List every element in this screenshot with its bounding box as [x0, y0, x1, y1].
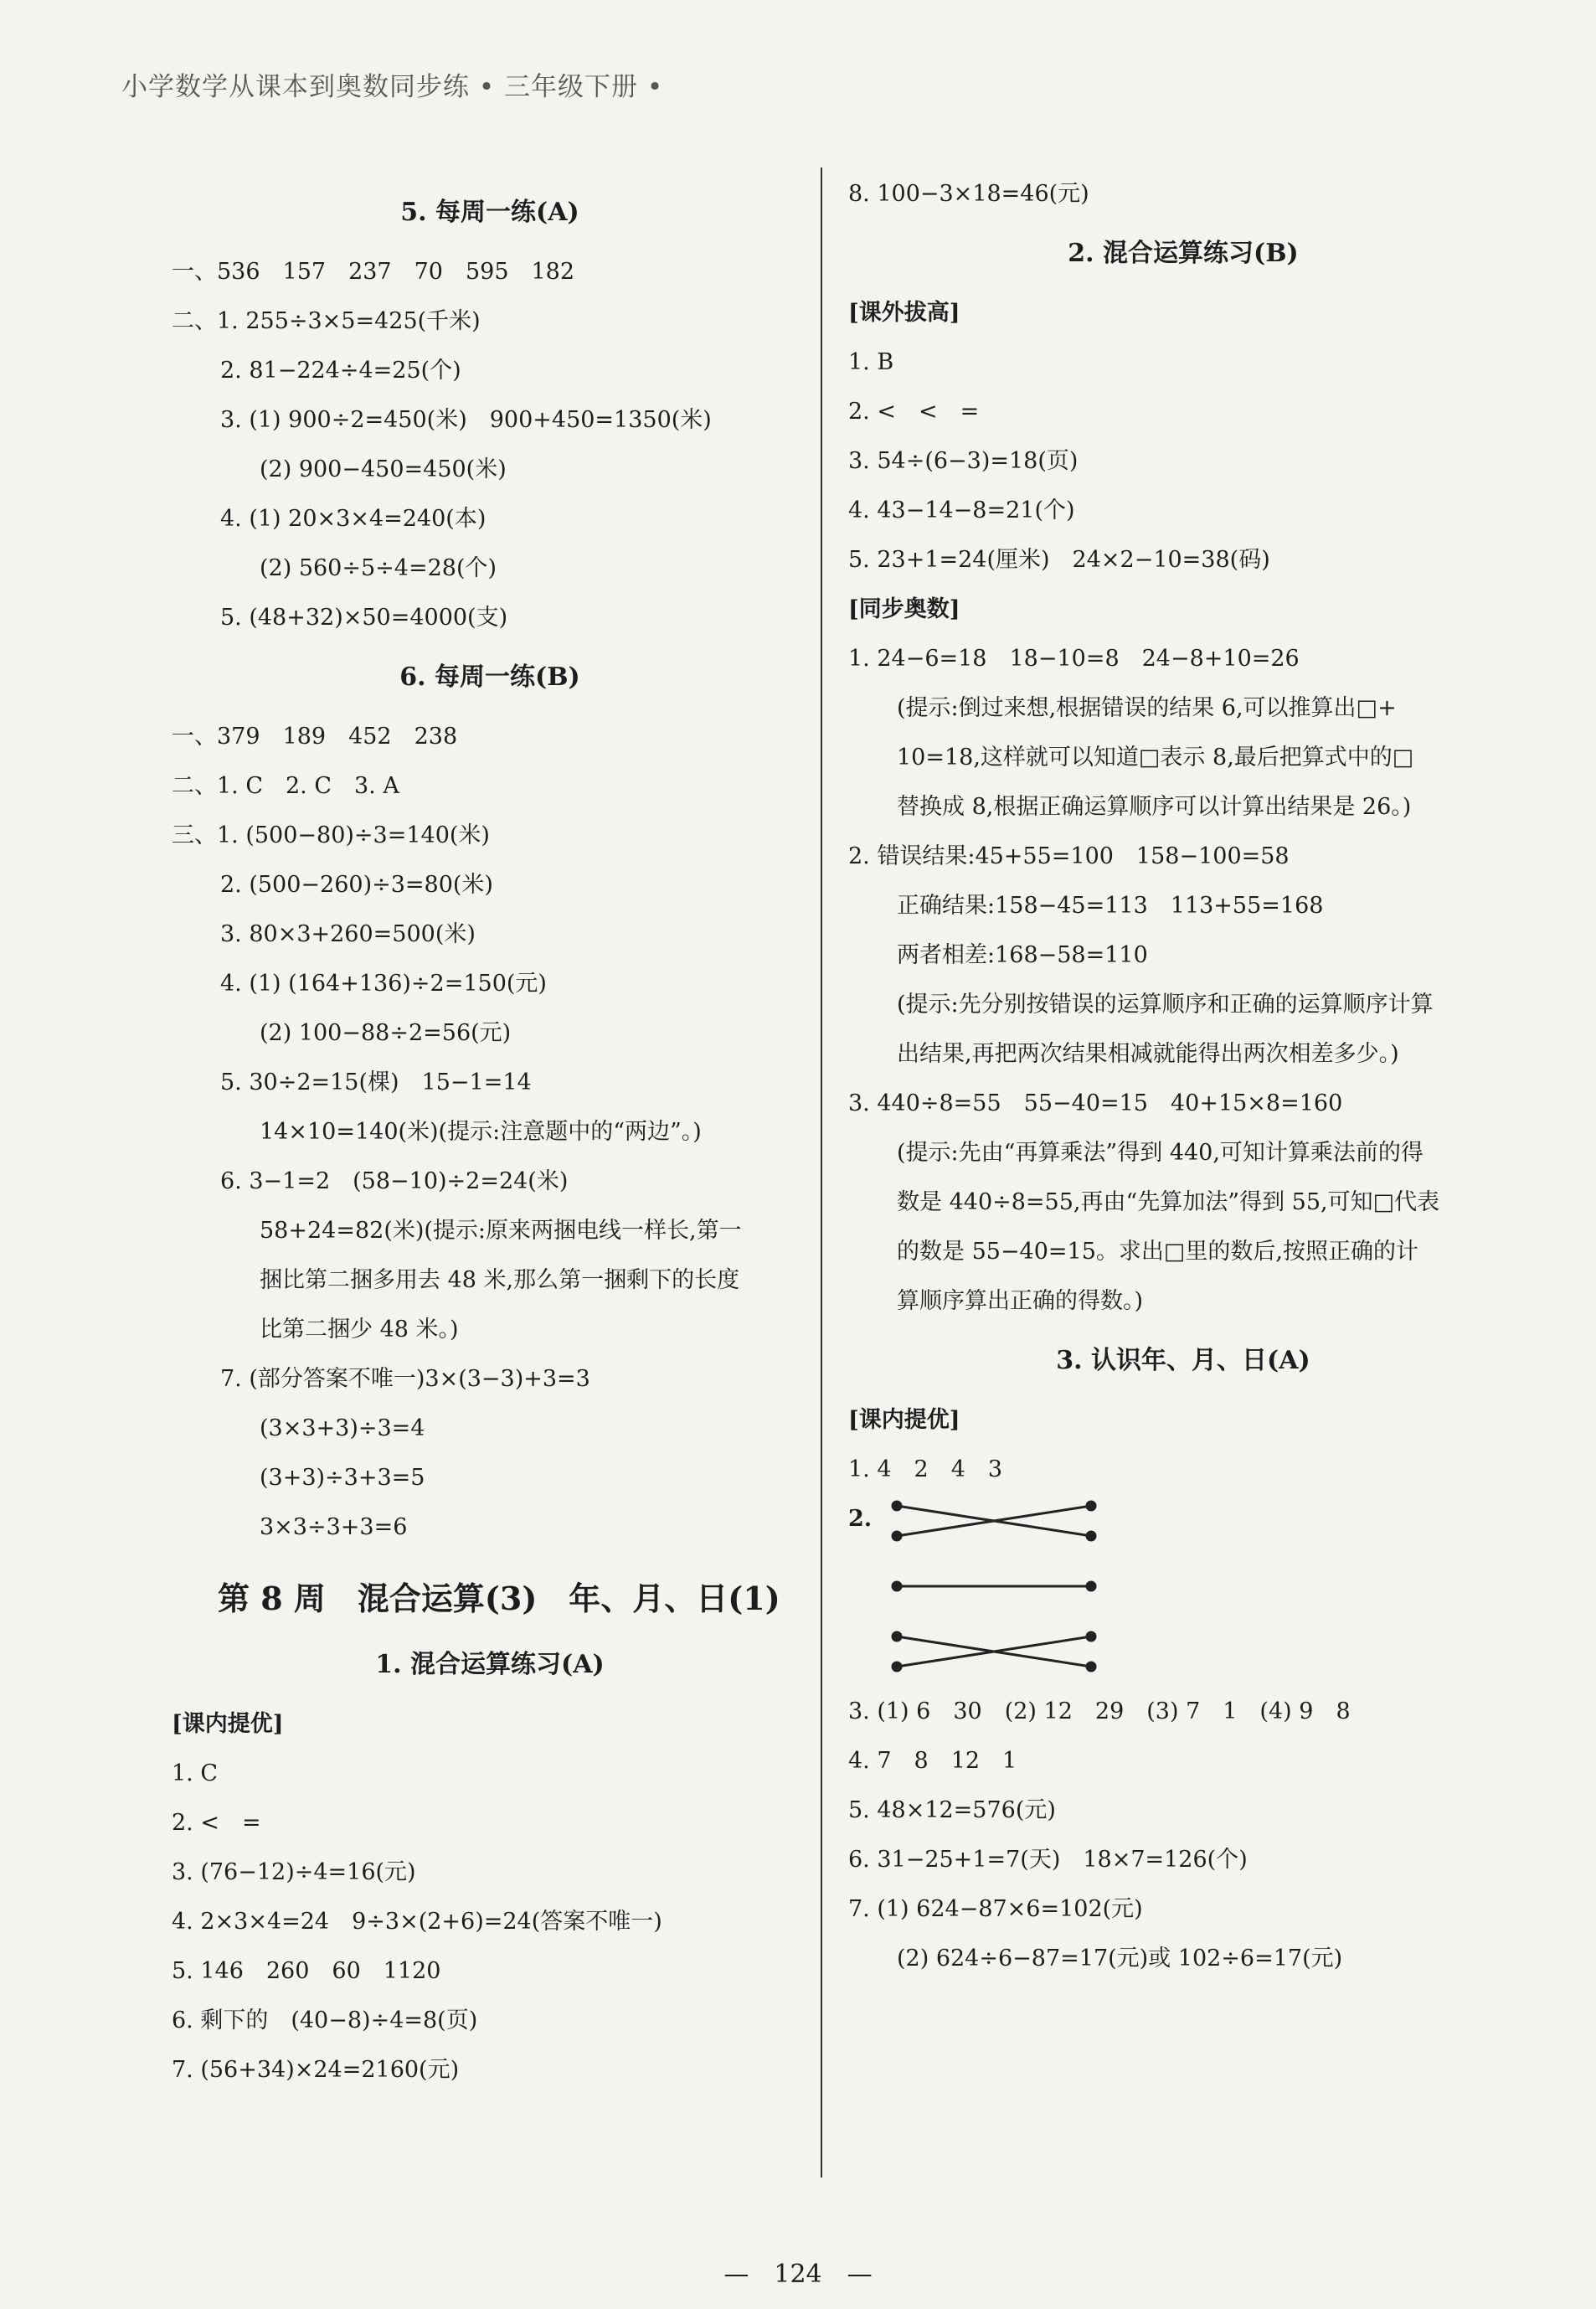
- answer-line: 3. (1) 900÷2=450(米) 900+450=1350(米): [220, 407, 712, 433]
- section-title: 3. 认识年、月、日(A): [1056, 1346, 1310, 1375]
- answer-line: 5. 146 260 60 1120: [172, 1958, 441, 1984]
- match-dot: [893, 1502, 901, 1510]
- answer-line: 8. 100−3×18=46(元): [848, 181, 1089, 207]
- answer-line: 2. < < =: [848, 399, 980, 425]
- answer-line: 数是 440÷8=55,再由“先算加法”得到 55,可知□代表: [897, 1189, 1440, 1215]
- subsection-label: [课内提优]: [848, 1407, 960, 1433]
- answer-line: 3×3÷3+3=6: [260, 1514, 408, 1540]
- answer-line: 7. (部分答案不唯一)3×(3−3)+3=3: [220, 1366, 590, 1392]
- match-dot: [1087, 1632, 1095, 1641]
- answer-line: 6. 31−25+1=7(天) 18×7=126(个): [848, 1847, 1248, 1873]
- section-title: 1. 混合运算练习(A): [375, 1650, 605, 1679]
- answer-line: 1. 24−6=18 18−10=8 24−8+10=26: [848, 646, 1300, 672]
- answer-line: (2) 100−88÷2=56(元): [260, 1020, 512, 1046]
- answer-line: 6. 3−1=2 (58−10)÷2=24(米): [220, 1168, 569, 1194]
- answer-line: 二、1. C 2. C 3. A: [172, 773, 399, 799]
- answer-line: 7. (56+34)×24=2160(元): [172, 2057, 460, 2083]
- answer-line: (2) 624÷6−87=17(元)或 102÷6=17(元): [897, 1946, 1343, 1971]
- match-dot: [1087, 1582, 1095, 1590]
- answer-line: 正确结果:158−45=113 113+55=168: [897, 893, 1324, 919]
- answer-line: 三、1. (500−80)÷3=140(米): [172, 822, 490, 848]
- match-dot: [1087, 1662, 1095, 1671]
- answer-line: (提示:先由“再算乘法”得到 440,可知计算乘法前的得: [897, 1140, 1424, 1166]
- answer-line: 5. 23+1=24(厘米) 24×2−10=38(码): [848, 547, 1270, 573]
- answer-line: 14×10=140(米)(提示:注意题中的“两边”。): [260, 1119, 702, 1145]
- answer-line: 二、1. 255÷3×5=425(千米): [172, 308, 481, 334]
- answer-line: 3. 440÷8=55 55−40=15 40+15×8=160: [848, 1090, 1343, 1116]
- match-label: 2.: [848, 1506, 873, 1532]
- answer-line: 3. (76−12)÷4=16(元): [172, 1859, 416, 1885]
- answer-line: 4. 43−14−8=21(个): [848, 497, 1075, 523]
- answer-line: 1. C: [172, 1760, 219, 1786]
- answer-line: 3. 80×3+260=500(米): [220, 921, 476, 947]
- answer-line: 1. B: [848, 349, 894, 375]
- answer-line: 算顺序算出正确的得数。): [897, 1288, 1144, 1314]
- answer-line: 3. 54÷(6−3)=18(页): [848, 448, 1079, 474]
- answer-line: (2) 900−450=450(米): [260, 456, 507, 482]
- answer-line: (3+3)÷3+3=5: [260, 1465, 425, 1491]
- answer-line: 出结果,再把两次结果相减就能得出两次相差多少。): [897, 1041, 1399, 1067]
- match-dot: [893, 1632, 901, 1641]
- answer-line: 的数是 55−40=15。求出□里的数后,按照正确的计: [897, 1239, 1418, 1265]
- answer-line: 4. (1) (164+136)÷2=150(元): [220, 971, 547, 997]
- section-title: 6. 每周一练(B): [399, 662, 580, 692]
- page-number: — 124 —: [723, 2260, 873, 2289]
- answer-line: 10=18,这样就可以知道□表示 8,最后把算式中的□: [897, 745, 1414, 771]
- answer-line: 4. (1) 20×3×4=240(本): [220, 506, 487, 532]
- match-dot: [1087, 1532, 1095, 1540]
- answer-line: 5. 48×12=576(元): [848, 1797, 1056, 1823]
- answer-line: 7. (1) 624−87×6=102(元): [848, 1896, 1143, 1922]
- answer-line: (提示:先分别按错误的运算顺序和正确的运算顺序计算: [897, 992, 1434, 1018]
- answer-line: 2. < =: [172, 1810, 261, 1836]
- book-header: 小学数学从课本到奥数同步练 • 三年级下册 •: [121, 72, 664, 102]
- section-title: 5. 每周一练(A): [400, 198, 579, 227]
- answer-line: 一、379 189 452 238: [172, 724, 458, 750]
- answer-line: 3. (1) 6 30 (2) 12 29 (3) 7 1 (4) 9 8: [848, 1698, 1351, 1724]
- match-dot: [893, 1532, 901, 1540]
- subsection-label: [课内提优]: [172, 1711, 284, 1737]
- answer-line: 2. (500−260)÷3=80(米): [220, 872, 493, 898]
- answer-line: (3×3+3)÷3=4: [260, 1415, 425, 1441]
- match-dot: [1087, 1502, 1095, 1510]
- match-dot: [893, 1662, 901, 1671]
- answer-line: 2. 错误结果:45+55=100 158−100=58: [848, 843, 1290, 869]
- section-title: 2. 混合运算练习(B): [1068, 239, 1299, 268]
- right-column: [848, 169, 1518, 1983]
- answer-line: 58+24=82(米)(提示:原来两捆电线一样长,第一: [260, 1218, 742, 1244]
- week-title: 第 8 周 混合运算(3) 年、月、日(1): [218, 1580, 780, 1617]
- answer-line: (提示:倒过来想,根据错误的结果 6,可以推算出□+: [897, 695, 1397, 721]
- answer-line: 6. 剩下的 (40−8)÷4=8(页): [172, 2007, 478, 2033]
- column-divider: [821, 168, 822, 2178]
- answer-line: 4. 2×3×4=24 9÷3×(2+6)=24(答案不唯一): [172, 1909, 662, 1935]
- answer-line: 5. (48+32)×50=4000(支): [220, 605, 508, 631]
- answer-line: (2) 560÷5÷4=28(个): [260, 555, 497, 581]
- answer-line: 5. 30÷2=15(棵) 15−1=14: [220, 1069, 532, 1095]
- answer-line: 1. 4 2 4 3: [848, 1456, 1003, 1482]
- matching-diagram: [848, 1494, 1518, 1687]
- answer-line: 2. 81−224÷4=25(个): [220, 358, 461, 384]
- answer-line: 两者相差:168−58=110: [897, 942, 1148, 968]
- subsection-label: [同步奥数]: [848, 596, 960, 622]
- matching-lines: [882, 1494, 1099, 1687]
- answer-line: 捆比第二捆多用去 48 米,那么第一捆剩下的长度: [260, 1267, 740, 1293]
- subsection-label: [课外拔高]: [848, 300, 960, 326]
- answer-line: 一、536 157 237 70 595 182: [172, 259, 575, 285]
- left-column: [172, 178, 808, 2095]
- answer-line: 比第二捆少 48 米。): [260, 1317, 459, 1343]
- answer-line: 替换成 8,根据正确运算顺序可以计算出结果是 26。): [897, 794, 1412, 820]
- answer-line: 4. 7 8 12 1: [848, 1748, 1017, 1774]
- match-dot: [893, 1582, 901, 1590]
